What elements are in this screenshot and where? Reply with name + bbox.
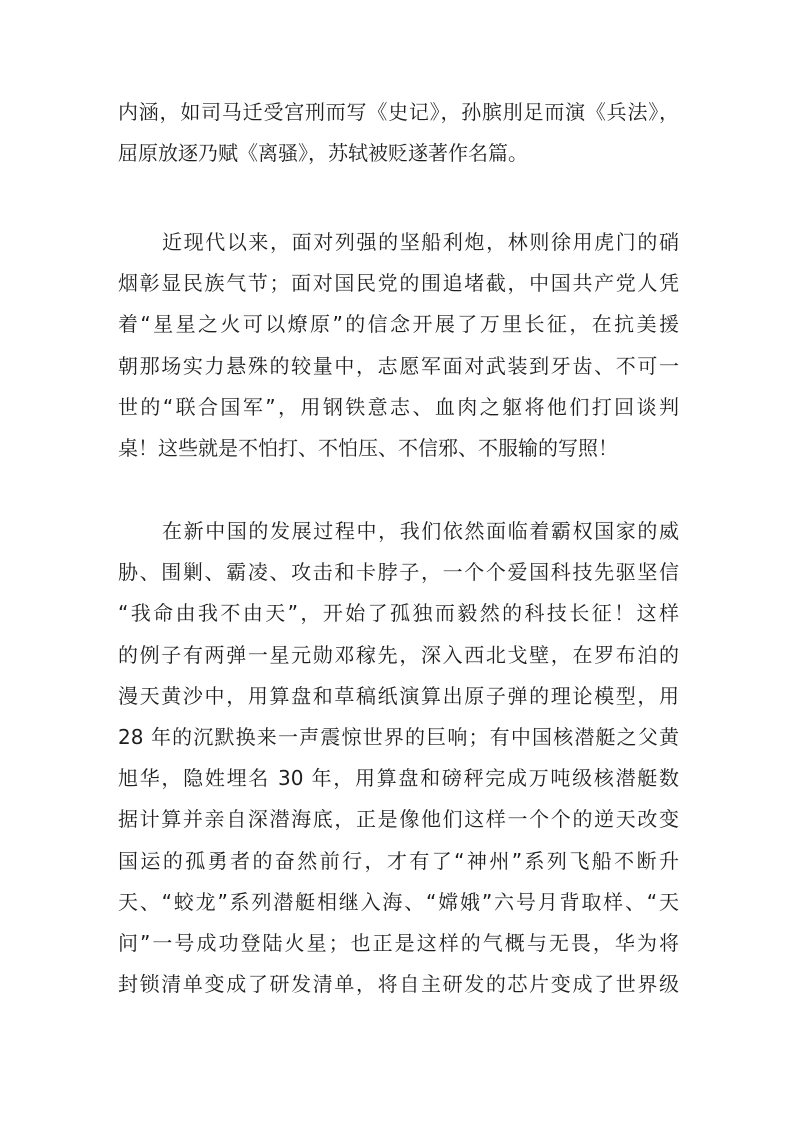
text-line: 问”一号成功登陆火星；也正是这样的气概与无畏，华为将: [118, 930, 679, 955]
text-line: 天、“蛟龙”系列潜艇相继入海、“嫦娥”六号月背取样、“天: [118, 889, 679, 914]
text-line: 漫天黄沙中，用算盘和草稿纸演算出原子弹的理论模型，用: [118, 683, 679, 708]
text-line: 内涵，如司马迁受宫刑而写《史记》，孙膑刖足而演《兵法》，: [118, 100, 679, 124]
text-line: 28 年的沉默换来一声震惊世界的巨响；有中国核潜艇之父黄: [118, 724, 679, 749]
text-line: 烟彰显民族气节；面对国民党的围追堵截，中国共产党人凭: [118, 271, 679, 296]
text-line: 的例子有两弹一星元勋邓稼先，深入西北戈壁，在罗布泊的: [118, 642, 679, 667]
text-line: 封锁清单变成了研发清单，将自主研发的芯片变成了世界级: [118, 972, 679, 997]
text-line: 着“星星之火可以燎原”的信念开展了万里长征，在抗美援: [118, 312, 679, 337]
text-line: 桌！这些就是不怕打、不怕压、不信邪、不服输的写照！: [118, 435, 618, 460]
paragraph-1: [118, 92, 679, 174]
text-line: 朝那场实力悬殊的较量中，志愿军面对武装到牙齿、不可一: [118, 353, 679, 378]
text-line: 屈原放逐乃赋《离骚》，苏轼被贬遂著作名篇。: [118, 141, 528, 166]
text-line: 近现代以来，面对列强的坚船利炮，林则徐用虎门的硝: [162, 230, 679, 254]
text-line: 国运的孤勇者的奋然前行，才有了“神州”系列飞船不断升: [118, 848, 679, 873]
paragraph-3: [118, 511, 679, 1005]
text-line: 世的“联合国军”，用钢铁意志、血肉之躯将他们打回谈判: [118, 394, 679, 419]
text-line: 据计算并亲自深潜海底，正是像他们这样一个个的逆天改变: [118, 807, 679, 832]
text-line: 在新中国的发展过程中，我们依然面临着霸权国家的威: [162, 519, 679, 543]
text-line: 胁、围剿、霸凌、攻击和卡脖子，一个个爱国科技先驱坚信: [118, 560, 679, 585]
paragraph-2: [118, 222, 679, 469]
text-line: 旭华，隐姓埋名 30 年，用算盘和磅秤完成万吨级核潜艇数: [118, 766, 679, 791]
text-line: “我命由我不由天”，开始了孤独而毅然的科技长征！这样: [118, 601, 679, 626]
